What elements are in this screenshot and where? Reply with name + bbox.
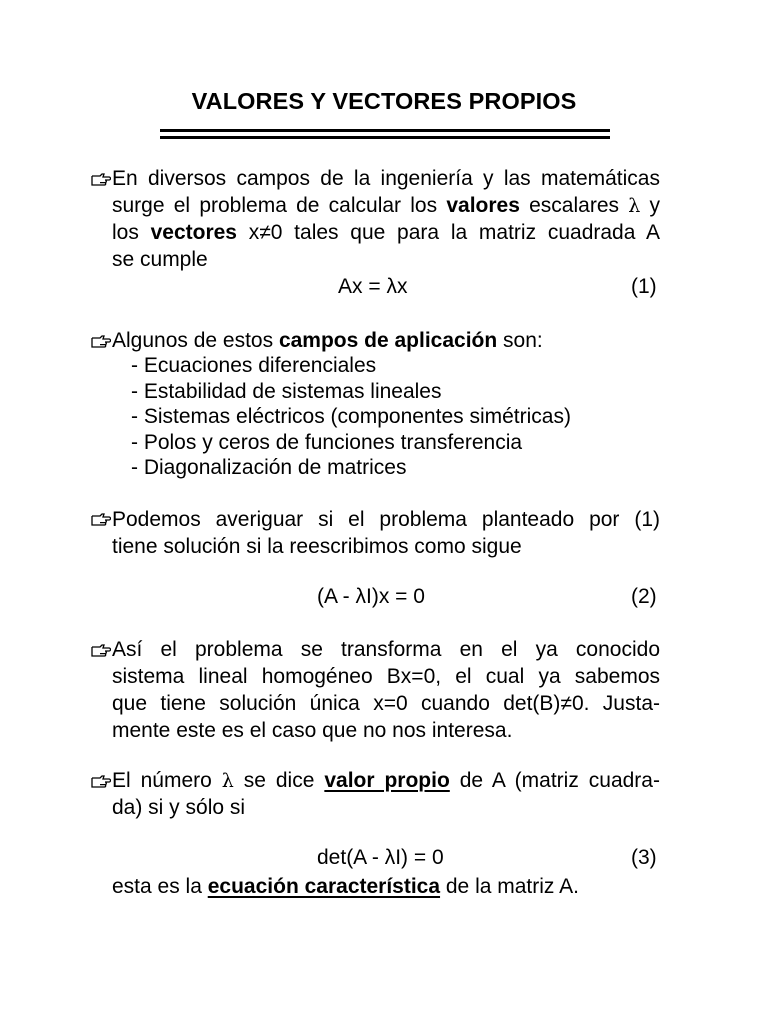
equation-1: Ax = λx	[338, 275, 408, 298]
text-line: que tiene solución única x=0 cuando det(B)≠0. Justa-	[112, 692, 660, 715]
applications-list	[131, 353, 571, 481]
title-rule-top	[160, 129, 610, 132]
page-title: VALORES Y VECTORES PROPIOS	[191, 88, 577, 114]
list-item: - Diagonalización de matrices	[131, 456, 407, 479]
paragraph-homogeneous	[112, 636, 660, 744]
equation-number-2: (2)	[631, 585, 657, 608]
list-item: - Sistemas eléctricos (componentes simétricas)	[131, 405, 571, 428]
text-line: tiene solución si la reescribimos como sigue	[112, 535, 522, 558]
text-line: Algunos de estos campos de aplicación son:	[112, 329, 543, 352]
text-line: esta es la ecuación característica de la matriz A.	[112, 875, 579, 898]
equation-3: det(A - λI) = 0	[317, 846, 444, 869]
list-item: - Estabilidad de sistemas lineales	[131, 379, 442, 403]
title-rule-bottom	[160, 136, 610, 139]
pointing-hand-icon	[91, 172, 113, 188]
text-line: El número λ se dice valor propio de A (matriz cuadra-	[112, 769, 660, 792]
paragraph-applications	[112, 327, 660, 354]
text-line: mente este es el caso que no nos interesa.	[112, 719, 513, 742]
text-line: da) si y sólo si	[112, 796, 246, 819]
pointing-hand-icon	[91, 512, 113, 528]
paragraph-characteristic	[112, 873, 660, 900]
list-item: - Ecuaciones diferenciales	[131, 354, 377, 377]
pointing-hand-icon	[91, 643, 113, 659]
text-line: Podemos averiguar si el problema planteado por (1)	[112, 508, 660, 531]
paragraph-eigen-intro	[112, 165, 660, 273]
text-line: Así el problema se transforma en el ya conocido	[112, 638, 660, 661]
text-line: En diversos campos de la ingeniería y las matemáticas	[112, 167, 660, 190]
equation-number-1: (1)	[631, 275, 657, 298]
text-line: se cumple	[112, 248, 208, 271]
paragraph-rewrite	[112, 506, 660, 560]
equation-number-3: (3)	[631, 846, 657, 869]
pointing-hand-icon	[91, 334, 113, 350]
text-line: los vectores x≠0 tales que para la matriz cuadrada A	[112, 221, 660, 244]
equation-2: (A - λI)x = 0	[317, 585, 425, 608]
text-line: surge el problema de calcular los valores escalares λ y	[112, 194, 661, 217]
text-line: sistema lineal homogéneo Bx=0, el cual ya sabemos	[112, 665, 660, 688]
pointing-hand-icon	[91, 774, 113, 790]
paragraph-eigenvalue-def	[112, 767, 660, 821]
list-item: - Polos y ceros de funciones transferencia	[131, 430, 523, 454]
